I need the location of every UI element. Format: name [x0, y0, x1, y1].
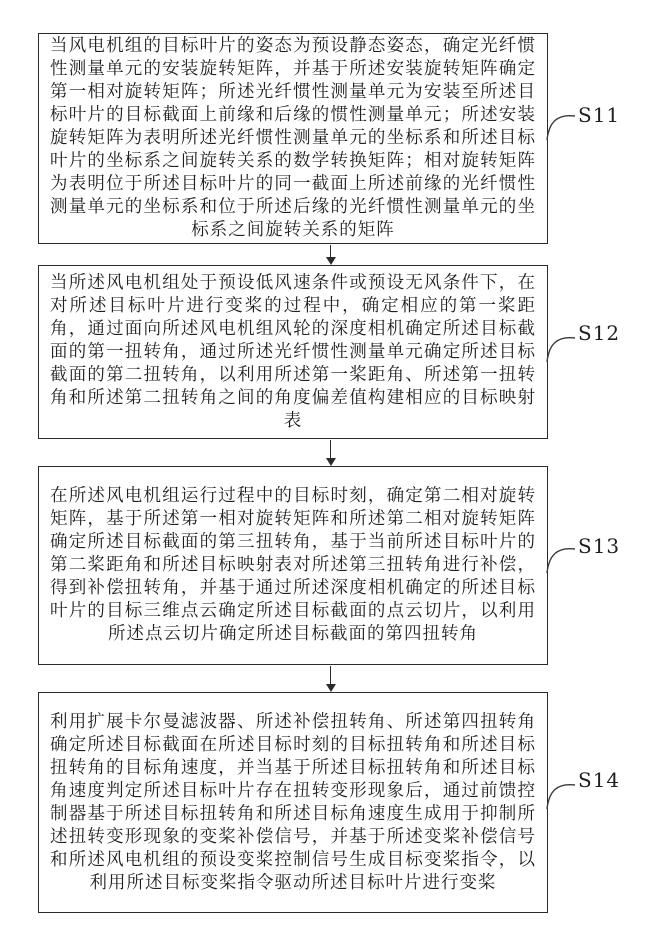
step-label-s11: S11 — [578, 103, 621, 127]
step-text-s12: 当所述风电机组处于预设低风速条件或预设无风条件下，在对所述目标叶片进行变桨的过程中，确定相应的第一桨距角，通过面向所述风电机组风轮的深度相机确定所述目标截面的第一扭转角，通过所述光纤惯性测量单元确定所述目标截面的第二扭转角，以利用所述第一桨距角、所述第一扭转角和所述第二扭转角之间的角度偏差值构建相应的目标映射表 — [50, 272, 536, 431]
leader-curve-s14 — [544, 777, 576, 811]
step-box-s12 — [38, 265, 548, 439]
arrow-head-icon — [326, 684, 336, 692]
arrow-shaft — [330, 666, 332, 686]
step-box-s11 — [38, 33, 548, 244]
step-box-s14 — [38, 692, 548, 913]
step-text-s11: 当风电机组的目标叶片的姿态为预设静态姿态，确定光纤惯性测量单元的安装旋转矩阵，并基于所述安装旋转矩阵确定第一相对旋转矩阵；所述光纤惯性测量单元为安装至所述目标叶片的目标截面上前缘和后缘的惯性测量单元；所述安装旋转矩阵为表明所述光纤惯性测量单元的坐标系和所述目标叶片的坐标系之间旋转关系的数学转换矩阵；相对旋转矩阵为表明位于所述目标叶片的同一截面上所述前缘的光纤惯性测量单元的坐标系和位于所述后缘的光纤惯性测量单元的坐标系之间旋转关系的矩阵 — [50, 36, 536, 240]
step-text-s14: 利用扩展卡尔曼滤波器、所述补偿扭转角、所述第四扭转角确定所述目标截面在所述目标时刻的目标扭转角和所述目标扭转角的目标角速度，并当基于所述目标扭转角和所述目标角速度判定所述目标叶片存在扭转变形现象后，通过前馈控制器基于所述目标扭转角和所述目标角速度生成用于抑制所述扭转变形现象的变桨补偿信号，并基于所述变桨补偿信号和所述风电机组的预设变桨控制信号生成目标变桨指令，以利用所述目标变桨指令驱动所述目标叶片进行变桨 — [50, 711, 536, 893]
flow-arrow-s13-to-s14 — [325, 666, 336, 692]
step-label-s14: S14 — [578, 768, 621, 792]
step-label-s13: S13 — [578, 534, 621, 558]
flow-arrow-s11-to-s12 — [325, 245, 336, 265]
step-label-s12: S12 — [578, 321, 621, 345]
leader-curve-s12 — [544, 330, 576, 364]
arrow-shaft — [330, 440, 332, 460]
leader-curve-s11 — [544, 108, 576, 142]
arrow-head-icon — [326, 458, 336, 466]
arrow-head-icon — [326, 257, 336, 265]
leader-curve-s13 — [544, 541, 576, 575]
step-text-s13: 在所述风电机组运行过程中的目标时刻，确定第二相对旋转矩阵，基于所述第一相对旋转矩阵和所述第二相对旋转矩阵确定所述目标截面的第三扭转角，基于当前所述目标叶片的第二桨距角和所述目标映射表对所述第三扭转角进行补偿，得到补偿扭转角，并基于通过所述深度相机确定的所述目标叶片的目标三维点云确定所述目标截面的点云切片，以利用所述点云切片确定所述目标截面的第四扭转角 — [50, 486, 536, 644]
flow-arrow-s12-to-s13 — [325, 440, 336, 466]
step-box-s13 — [38, 466, 548, 665]
